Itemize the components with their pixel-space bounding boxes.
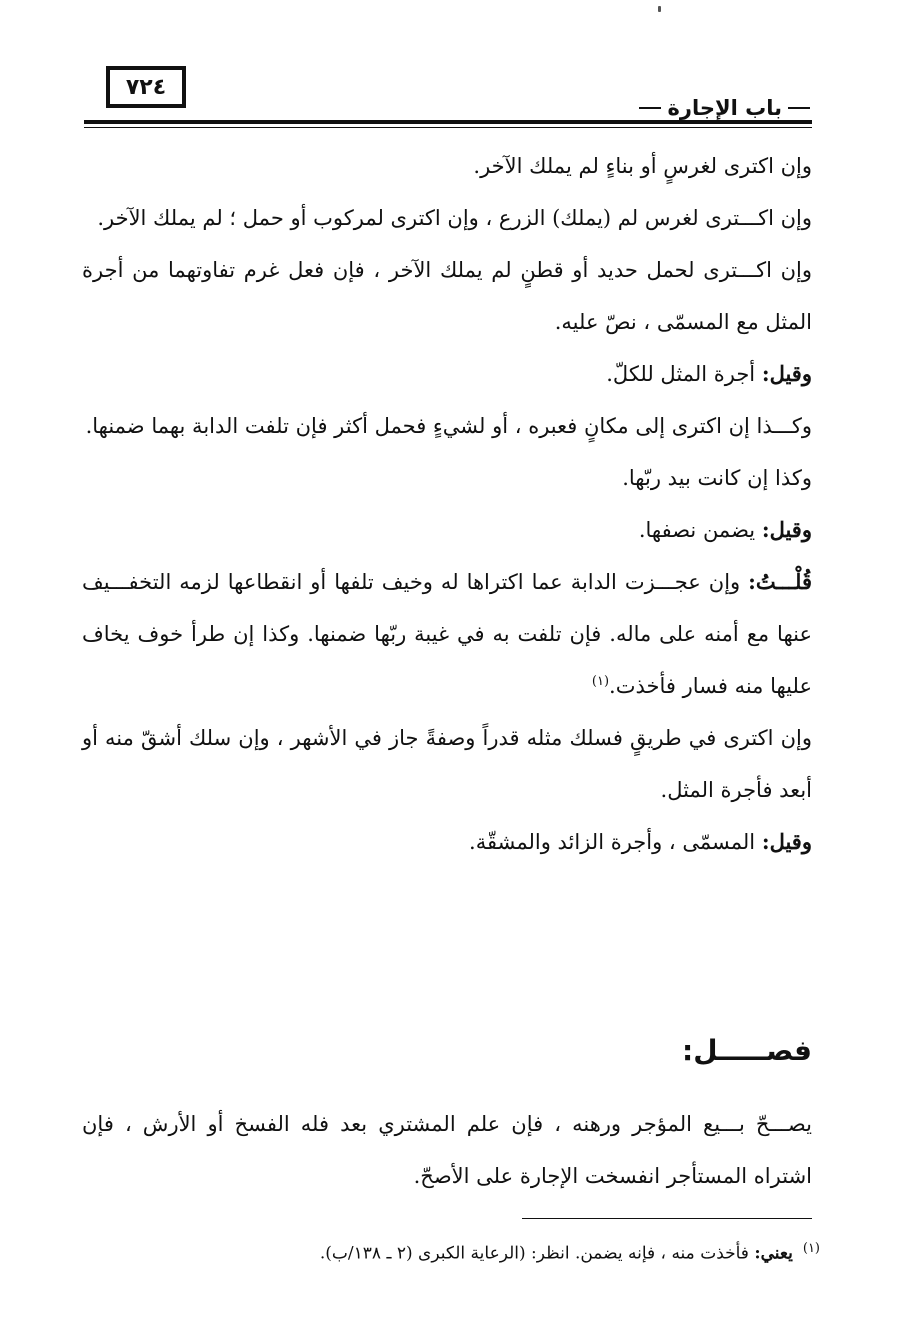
paragraph-text: وكذا إن كانت بيد ربّها. [622,466,812,490]
paragraph-text: وإن عجـــزت الدابة عما اكتراها له وخيف تلفها أو انقطاعها لزمه التخفـــيف عنها مع أمنه على ماله. فإن تلفت به في غيبة ربّها ضمنها. وكذا إن طرأ خوف يخاف عليها منه فسار فأخذت. [82,570,812,698]
paragraph [82,400,812,452]
page-number [106,66,186,108]
paragraph-text: يصـــحّ بـــيع المؤجر ورهنه ، فإن علم المشتري بعد فله الفسخ أو الأرش ، فإن اشتراه المستأجر انفسخت الإجارة على الأصحّ. [82,1112,812,1188]
running-header [631,96,810,120]
paragraph-lead: وقيل: [761,829,812,854]
paragraph-lead: وقيل: [761,361,812,386]
footnote-separator [522,1218,812,1219]
paragraph [82,504,812,556]
paragraph [82,712,812,816]
paragraph [82,244,812,348]
paragraph-lead: وقيل: [761,517,812,542]
paragraph-text: أجرة المثل للكلّ. [606,362,762,386]
paragraph [82,816,812,868]
footnote-marker: (١) [802,1241,820,1256]
footnote [82,1234,820,1269]
scan-speck [658,6,661,12]
paragraph [82,140,812,192]
footnote-reference[interactable]: (١) [591,674,610,689]
header-dash [639,107,661,109]
paragraph-text: وإن اكـــترى لغرس لم (يملك) الزرع ، وإن اكترى لمركوب أو حمل ؛ لم يملك الآخر. [97,206,812,230]
section-heading: فصـــــل: [682,1034,812,1067]
header-rule-thick [84,120,812,124]
paragraph-text: وإن اكـــترى لحمل حديد أو قطنٍ لم يملك الآخر ، فإن فعل غرم تفاوتهما من أجرة المثل مع المسمّى ، نصّ عليه. [82,258,812,334]
paragraph [82,348,812,400]
paragraph-lead: قُلْـــتُ: [748,569,812,594]
paragraph-text: وكـــذا إن اكترى إلى مكانٍ فعبره ، أو لشيءٍ فحمل أكثر فإن تلفت الدابة بهما ضمنها. [85,414,812,438]
paragraph-text: المسمّى ، وأجرة الزائد والمشقّة. [469,830,762,854]
section-text [82,1098,812,1202]
paragraph-text: وإن اكترى في طريقٍ فسلك مثله قدراً وصفةً جاز في الأشهر ، وإن سلك أشقّ منه أو أبعد فأجرة المثل. [82,726,812,802]
paragraph [82,556,812,712]
page-number-text: ٧٢٤ [125,74,167,100]
paragraph [82,452,812,504]
paragraph-text: وإن اكترى لغرسٍ أو بناءٍ لم يملك الآخر. [473,154,812,178]
paragraph [82,1098,812,1202]
running-title: باب الإجارة [667,96,782,120]
paragraph-text: يضمن نصفها. [638,518,762,542]
footnote-lead: يعني: [754,1243,793,1264]
main-text [82,140,812,868]
header-dash [788,107,810,109]
paragraph [82,192,812,244]
header-rule-thin [84,127,812,128]
footnote-text: فأخذت منه ، فإنه يضمن. انظر: (الرعاية الكبرى (٢ ـ ١٣٨/ب). [319,1243,755,1264]
